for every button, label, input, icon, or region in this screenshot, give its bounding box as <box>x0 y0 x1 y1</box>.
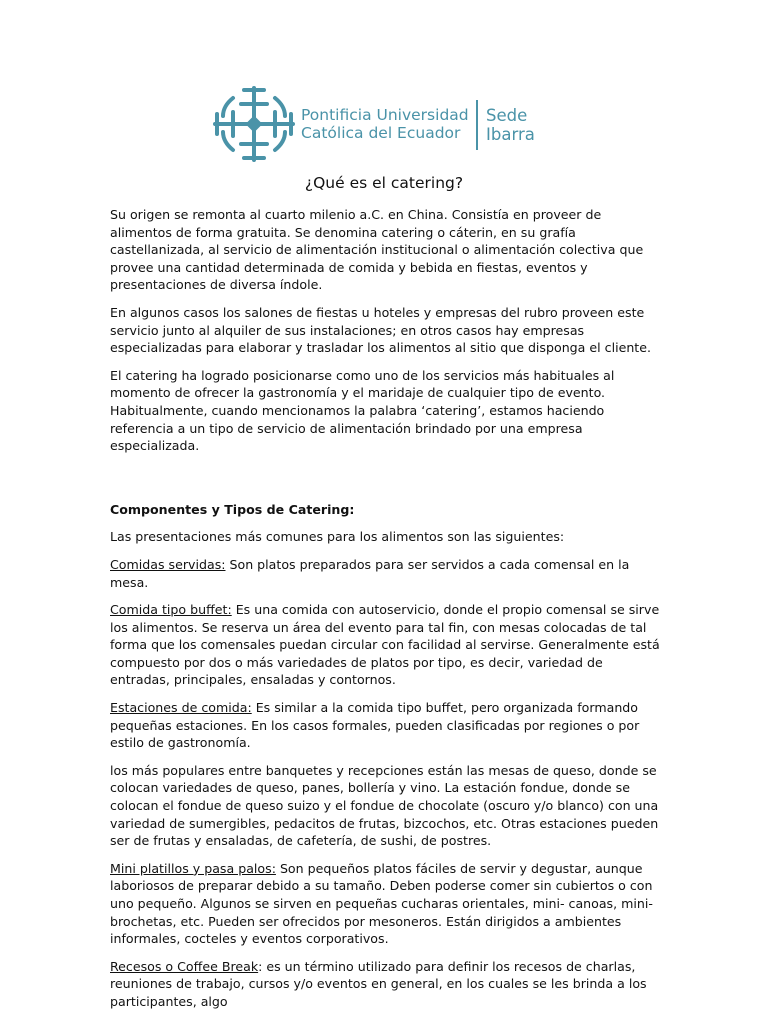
term-comida-buffet: Comida tipo buffet: <box>110 602 232 618</box>
term-estaciones: Estaciones de comida: <box>110 700 252 716</box>
term-mini-platillos: Mini platillos y pasa palos: <box>110 860 276 876</box>
item-estaciones <box>110 699 662 752</box>
paragraph-posicionarse: El catering ha logrado posicionarse como uno de los servicios más habituales al momento de ofrecer la gastronomía y el maridaje de cualquier tipo de evento. Habitualmente, cuando mencionamos la palabra ‘catering’, estamos haciendo referencia a un tipo de servicio de alimentación brindado por una empresa especializada. <box>110 367 615 454</box>
desc-estaciones: Es similar a la comida tipo buffet, pero organizada formando pequeñas estaciones. En los casos formales, pueden clasificadas por regiones o por estilo de gastronomía. <box>110 700 640 751</box>
document-title: ¿Qué es el catering? <box>304 174 464 192</box>
paragraph-populares: los más populares entre banquetes y recepciones están las mesas de queso, donde se colocan variedades de queso, panes, bollería y vino. La estación fondue, donde se colocan el fondue de queso suizo y el fondue de chocolate (oscuro y/o blanco) con una variedad de sumergibles, pedacitos de frutas, bizcochos, etc. Otras estaciones pueden ser de frutas y ensaladas, de cafetería, de sushi, de postres. <box>110 762 659 849</box>
desc-comidas-servidas: Son platos preparados para ser servidos a cada comensal en la mesa. <box>110 556 630 590</box>
paragraph-intro: Las presentaciones más comunes para los alimentos son las siguientes: <box>110 529 565 545</box>
spacer <box>110 465 662 501</box>
term-comidas-servidas: Comidas servidas: <box>110 556 226 572</box>
university-name-line1: Pontificia Universidad <box>301 106 469 124</box>
logo-divider <box>476 100 478 150</box>
cross-emblem-icon <box>213 84 295 164</box>
item-mini-platillos <box>110 860 662 948</box>
campus-name <box>486 106 535 144</box>
campus-name-line2: Ibarra <box>486 125 535 144</box>
campus-name-line1: Sede <box>486 106 528 125</box>
term-recesos: Recesos o Coffee Break <box>110 958 259 974</box>
university-header <box>213 84 553 166</box>
document-body <box>110 206 662 1021</box>
item-comida-buffet <box>110 601 662 689</box>
item-comidas-servidas <box>110 556 662 591</box>
desc-comida-buffet: Es una comida con autoservicio, donde el propio comensal se sirve los alimentos. Se reserva un área del evento para tal fin, con mesas colocadas de tal forma que los comensales puedan circular con facilidad al servirse. Generalmente está compuesto por dos o más variedades de platos por tipo, es decir, variedad de entradas, principales, ensaladas y contornos. <box>110 602 660 688</box>
university-name <box>301 106 469 142</box>
desc-mini-platillos: Son pequeños platos fáciles de servir y degustar, aunque laboriosos de preparar debido a su tamaño. Deben poderse comer sin cubiertos o con uno pequeño. Algunos se sirven en pequeñas cucharas orientales, mini- canoas, mini-brochetas, etc. Pueden ser ofrecidos por mesoneros. Están dirigidos a ambientes informales, cocteles y eventos corporativos. <box>110 860 653 947</box>
item-recesos <box>110 958 662 1011</box>
paragraph-salones: En algunos casos los salones de fiestas u hoteles y empresas del rubro proveen este servicio junto al alquiler de sus instalaciones; en otros casos hay empresas especializadas para elaborar y trasladar los alimentos al sitio que disponga el cliente. <box>110 304 651 356</box>
section-heading: Componentes y Tipos de Catering: <box>110 501 355 517</box>
desc-recesos: : es un término utilizado para definir los recesos de charlas, reuniones de trabajo, cursos y/o eventos en general, en los cuales se les brinda a los participantes, algo <box>110 958 647 1009</box>
paragraph-origin: Su origen se remonta al cuarto milenio a.C. en China. Consistía en proveer de alimentos de forma gratuita. Se denomina catering o cáterin, en su grafía castellanizada, al servicio de alimentación institucional o alimentación colectiva que provee una cantidad determinada de comida y bebida en fiestas, eventos y presentaciones de diversa índole. <box>110 207 644 293</box>
university-name-line2: Católica del Ecuador <box>301 124 461 142</box>
